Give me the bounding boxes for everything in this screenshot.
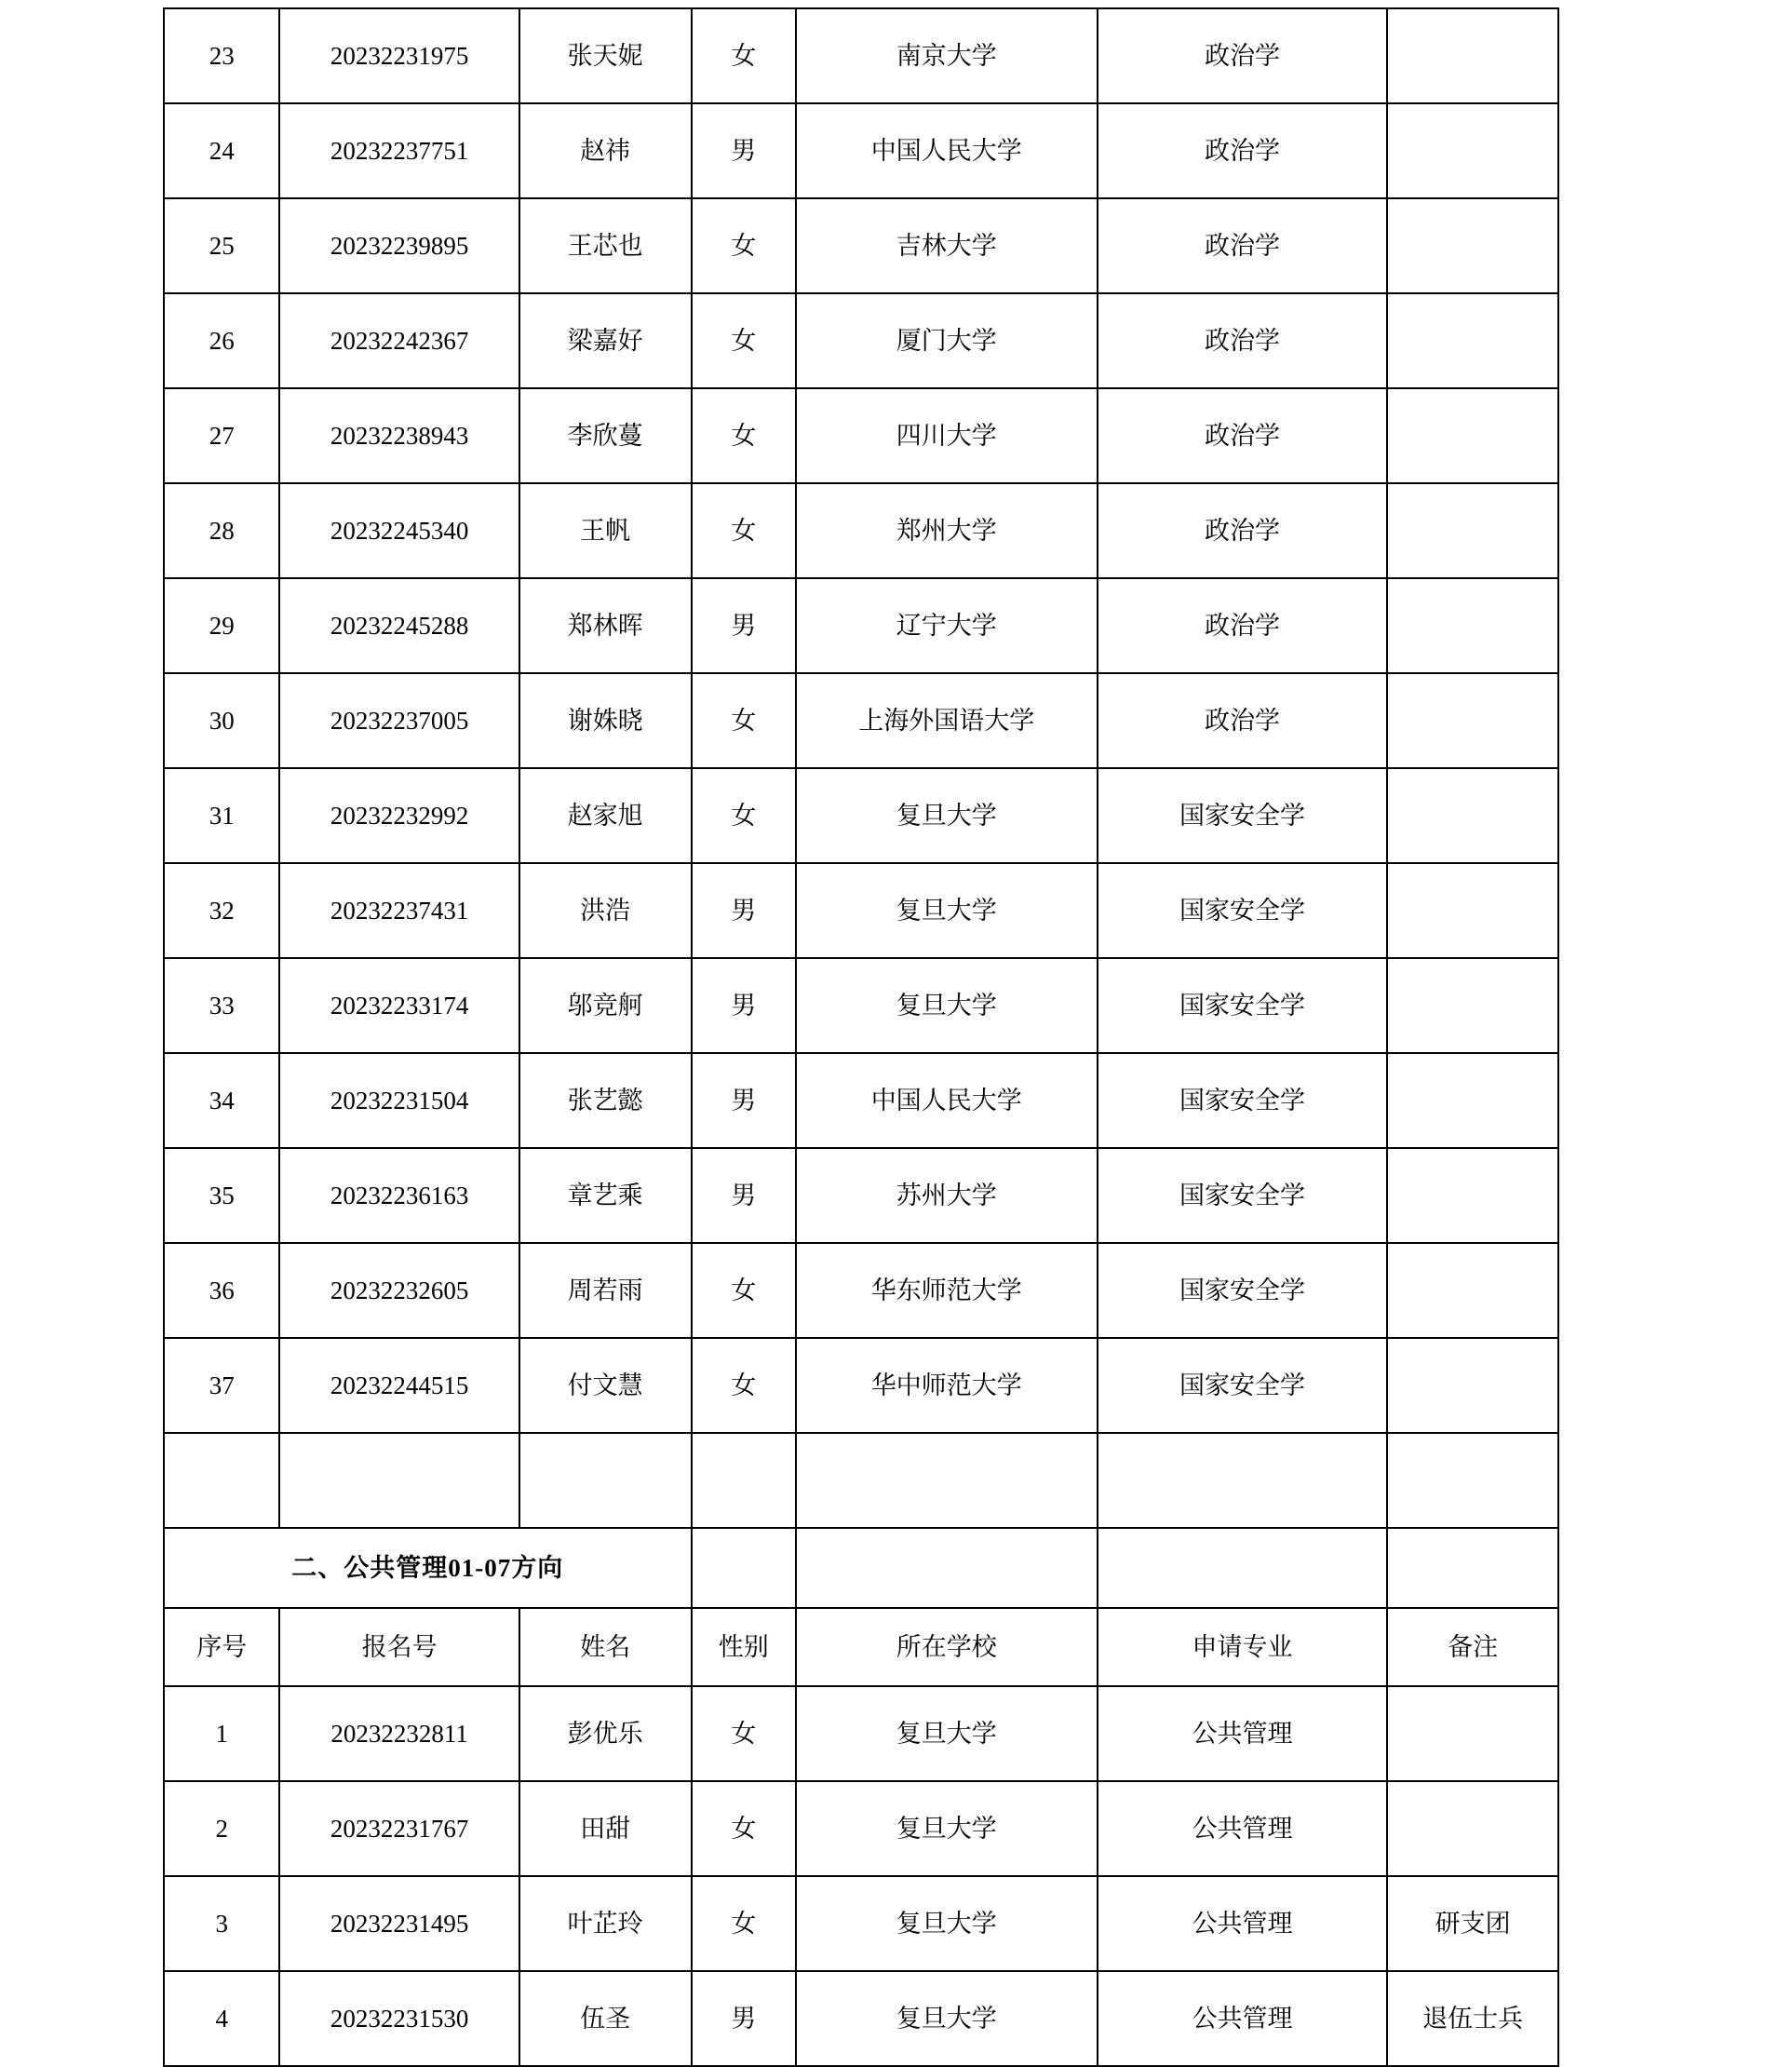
column-header-remark: 备注 — [1387, 1608, 1558, 1686]
cell-name: 谢姝晓 — [519, 673, 692, 768]
cell-remark — [1387, 1686, 1558, 1781]
cell-school: 华东师范大学 — [796, 1243, 1098, 1338]
cell-school: 四川大学 — [796, 388, 1098, 483]
cell-remark: 研支团 — [1387, 1876, 1558, 1971]
table-row — [164, 1148, 1558, 1243]
cell-school: 南京大学 — [796, 8, 1098, 103]
cell-remark — [1387, 8, 1558, 103]
cell-major: 政治学 — [1098, 578, 1388, 673]
table-header-row — [164, 1608, 1558, 1686]
cell-application-no: 20232242367 — [279, 293, 519, 388]
cell-major: 政治学 — [1098, 483, 1388, 578]
section-title: 二、公共管理01-07方向 — [164, 1528, 692, 1608]
cell-remark — [1387, 863, 1558, 958]
cell-major: 政治学 — [1098, 198, 1388, 293]
cell-sex: 女 — [692, 483, 796, 578]
cell-school: 辽宁大学 — [796, 578, 1098, 673]
cell-application-no: 20232239895 — [279, 198, 519, 293]
cell-index: 23 — [164, 8, 279, 103]
cell-index: 37 — [164, 1338, 279, 1433]
cell-remark — [1387, 1781, 1558, 1876]
column-header-major: 申请专业 — [1098, 1608, 1388, 1686]
cell-sex: 男 — [692, 1971, 796, 2066]
cell-name: 李欣蔓 — [519, 388, 692, 483]
cell-remark — [1387, 103, 1558, 198]
cell-sex: 女 — [692, 388, 796, 483]
cell-index: 33 — [164, 958, 279, 1053]
table-row — [164, 578, 1558, 673]
cell-remark — [1387, 768, 1558, 863]
cell-school: 复旦大学 — [796, 1876, 1098, 1971]
cell-index: 29 — [164, 578, 279, 673]
cell-remark — [1387, 673, 1558, 768]
cell-sex: 女 — [692, 1243, 796, 1338]
cell-application-no: 20232233174 — [279, 958, 519, 1053]
cell-sex: 女 — [692, 1338, 796, 1433]
cell-major: 国家安全学 — [1098, 1243, 1388, 1338]
cell-major: 政治学 — [1098, 673, 1388, 768]
cell-sex: 男 — [692, 578, 796, 673]
cell-remark — [1387, 198, 1558, 293]
cell-application-no: 20232244515 — [279, 1338, 519, 1433]
cell-major: 公共管理 — [1098, 1781, 1388, 1876]
cell-name: 张艺懿 — [519, 1053, 692, 1148]
cell-index: 24 — [164, 103, 279, 198]
section-header-row — [164, 1528, 1558, 1608]
table-row — [164, 1876, 1558, 1971]
cell-sex: 男 — [692, 1053, 796, 1148]
table-row — [164, 198, 1558, 293]
cell-application-no: 20232231767 — [279, 1781, 519, 1876]
cell-application-no: 20232237751 — [279, 103, 519, 198]
cell-sex: 女 — [692, 1876, 796, 1971]
cell-index: 2 — [164, 1781, 279, 1876]
cell-school: 复旦大学 — [796, 1971, 1098, 2066]
cell-major: 国家安全学 — [1098, 958, 1388, 1053]
cell-application-no: 20232232992 — [279, 768, 519, 863]
cell-index: 4 — [164, 1971, 279, 2066]
cell-major: 国家安全学 — [1098, 1338, 1388, 1433]
empty-cell — [692, 1433, 796, 1528]
cell-major: 公共管理 — [1098, 1971, 1388, 2066]
cell-name: 郑林晖 — [519, 578, 692, 673]
cell-major: 政治学 — [1098, 388, 1388, 483]
table-row — [164, 8, 1558, 103]
empty-cell — [1098, 1433, 1388, 1528]
cell-sex: 女 — [692, 1686, 796, 1781]
column-header-name: 姓名 — [519, 1608, 692, 1686]
empty-cell — [519, 1433, 692, 1528]
cell-sex: 女 — [692, 768, 796, 863]
cell-application-no: 20232237005 — [279, 673, 519, 768]
cell-major: 政治学 — [1098, 103, 1388, 198]
cell-school: 苏州大学 — [796, 1148, 1098, 1243]
table-row — [164, 768, 1558, 863]
cell-name: 梁嘉好 — [519, 293, 692, 388]
cell-application-no: 20232236163 — [279, 1148, 519, 1243]
cell-school: 郑州大学 — [796, 483, 1098, 578]
cell-sex: 男 — [692, 958, 796, 1053]
cell-school: 复旦大学 — [796, 1781, 1098, 1876]
cell-major: 政治学 — [1098, 8, 1388, 103]
column-header-application-no: 报名号 — [279, 1608, 519, 1686]
applicant-table — [163, 7, 1559, 2067]
cell-sex: 男 — [692, 1148, 796, 1243]
cell-major: 国家安全学 — [1098, 1053, 1388, 1148]
table-row — [164, 103, 1558, 198]
cell-school: 吉林大学 — [796, 198, 1098, 293]
empty-cell — [796, 1528, 1098, 1608]
empty-cell — [1098, 1528, 1388, 1608]
cell-index: 26 — [164, 293, 279, 388]
cell-name: 张天妮 — [519, 8, 692, 103]
cell-name: 叶芷玲 — [519, 1876, 692, 1971]
cell-name: 周若雨 — [519, 1243, 692, 1338]
cell-index: 25 — [164, 198, 279, 293]
empty-cell — [279, 1433, 519, 1528]
cell-sex: 女 — [692, 8, 796, 103]
cell-school: 复旦大学 — [796, 958, 1098, 1053]
column-header-school: 所在学校 — [796, 1608, 1098, 1686]
cell-major: 政治学 — [1098, 293, 1388, 388]
cell-application-no: 20232231530 — [279, 1971, 519, 2066]
table-row — [164, 1781, 1558, 1876]
cell-index: 34 — [164, 1053, 279, 1148]
table-row — [164, 958, 1558, 1053]
cell-name: 章艺乘 — [519, 1148, 692, 1243]
column-header-sex: 性别 — [692, 1608, 796, 1686]
cell-application-no: 20232245288 — [279, 578, 519, 673]
cell-school: 华中师范大学 — [796, 1338, 1098, 1433]
cell-major: 国家安全学 — [1098, 768, 1388, 863]
cell-major: 国家安全学 — [1098, 1148, 1388, 1243]
table-row — [164, 1686, 1558, 1781]
table-row — [164, 863, 1558, 958]
table-row — [164, 1053, 1558, 1148]
table-row — [164, 483, 1558, 578]
cell-remark — [1387, 578, 1558, 673]
cell-application-no: 20232232811 — [279, 1686, 519, 1781]
cell-name: 赵家旭 — [519, 768, 692, 863]
cell-school: 复旦大学 — [796, 768, 1098, 863]
cell-application-no: 20232232605 — [279, 1243, 519, 1338]
table-row — [164, 293, 1558, 388]
cell-name: 王帆 — [519, 483, 692, 578]
cell-major: 公共管理 — [1098, 1686, 1388, 1781]
empty-cell — [164, 1433, 279, 1528]
cell-sex: 女 — [692, 673, 796, 768]
cell-sex: 女 — [692, 293, 796, 388]
column-header-index: 序号 — [164, 1608, 279, 1686]
cell-school: 厦门大学 — [796, 293, 1098, 388]
cell-application-no: 20232231975 — [279, 8, 519, 103]
cell-remark — [1387, 1338, 1558, 1433]
cell-remark — [1387, 1053, 1558, 1148]
cell-school: 上海外国语大学 — [796, 673, 1098, 768]
cell-index: 1 — [164, 1686, 279, 1781]
cell-remark — [1387, 958, 1558, 1053]
table-row — [164, 1243, 1558, 1338]
cell-remark — [1387, 1243, 1558, 1338]
cell-sex: 女 — [692, 1781, 796, 1876]
table-row — [164, 1971, 1558, 2066]
cell-sex: 男 — [692, 103, 796, 198]
cell-remark — [1387, 388, 1558, 483]
cell-index: 27 — [164, 388, 279, 483]
cell-index: 32 — [164, 863, 279, 958]
cell-application-no: 20232238943 — [279, 388, 519, 483]
cell-application-no: 20232231504 — [279, 1053, 519, 1148]
cell-name: 洪浩 — [519, 863, 692, 958]
cell-name: 付文慧 — [519, 1338, 692, 1433]
cell-school: 中国人民大学 — [796, 1053, 1098, 1148]
cell-index: 30 — [164, 673, 279, 768]
cell-school: 复旦大学 — [796, 1686, 1098, 1781]
cell-name: 彭优乐 — [519, 1686, 692, 1781]
cell-remark — [1387, 1148, 1558, 1243]
cell-remark — [1387, 483, 1558, 578]
spacer-row — [164, 1433, 1558, 1528]
cell-application-no: 20232237431 — [279, 863, 519, 958]
cell-name: 王芯也 — [519, 198, 692, 293]
cell-index: 3 — [164, 1876, 279, 1971]
cell-index: 31 — [164, 768, 279, 863]
cell-name: 邬竞舸 — [519, 958, 692, 1053]
cell-major: 公共管理 — [1098, 1876, 1388, 1971]
table-row — [164, 388, 1558, 483]
cell-name: 赵祎 — [519, 103, 692, 198]
empty-cell — [1387, 1433, 1558, 1528]
cell-name: 田甜 — [519, 1781, 692, 1876]
cell-remark — [1387, 293, 1558, 388]
empty-cell — [796, 1433, 1098, 1528]
cell-sex: 女 — [692, 198, 796, 293]
cell-school: 复旦大学 — [796, 863, 1098, 958]
cell-name: 伍圣 — [519, 1971, 692, 2066]
cell-sex: 男 — [692, 863, 796, 958]
cell-index: 36 — [164, 1243, 279, 1338]
empty-cell — [692, 1528, 796, 1608]
empty-cell — [1387, 1528, 1558, 1608]
table-row — [164, 1338, 1558, 1433]
cell-application-no: 20232245340 — [279, 483, 519, 578]
cell-school: 中国人民大学 — [796, 103, 1098, 198]
cell-remark: 退伍士兵 — [1387, 1971, 1558, 2066]
cell-application-no: 20232231495 — [279, 1876, 519, 1971]
table-row — [164, 673, 1558, 768]
cell-index: 35 — [164, 1148, 279, 1243]
cell-index: 28 — [164, 483, 279, 578]
cell-major: 国家安全学 — [1098, 863, 1388, 958]
